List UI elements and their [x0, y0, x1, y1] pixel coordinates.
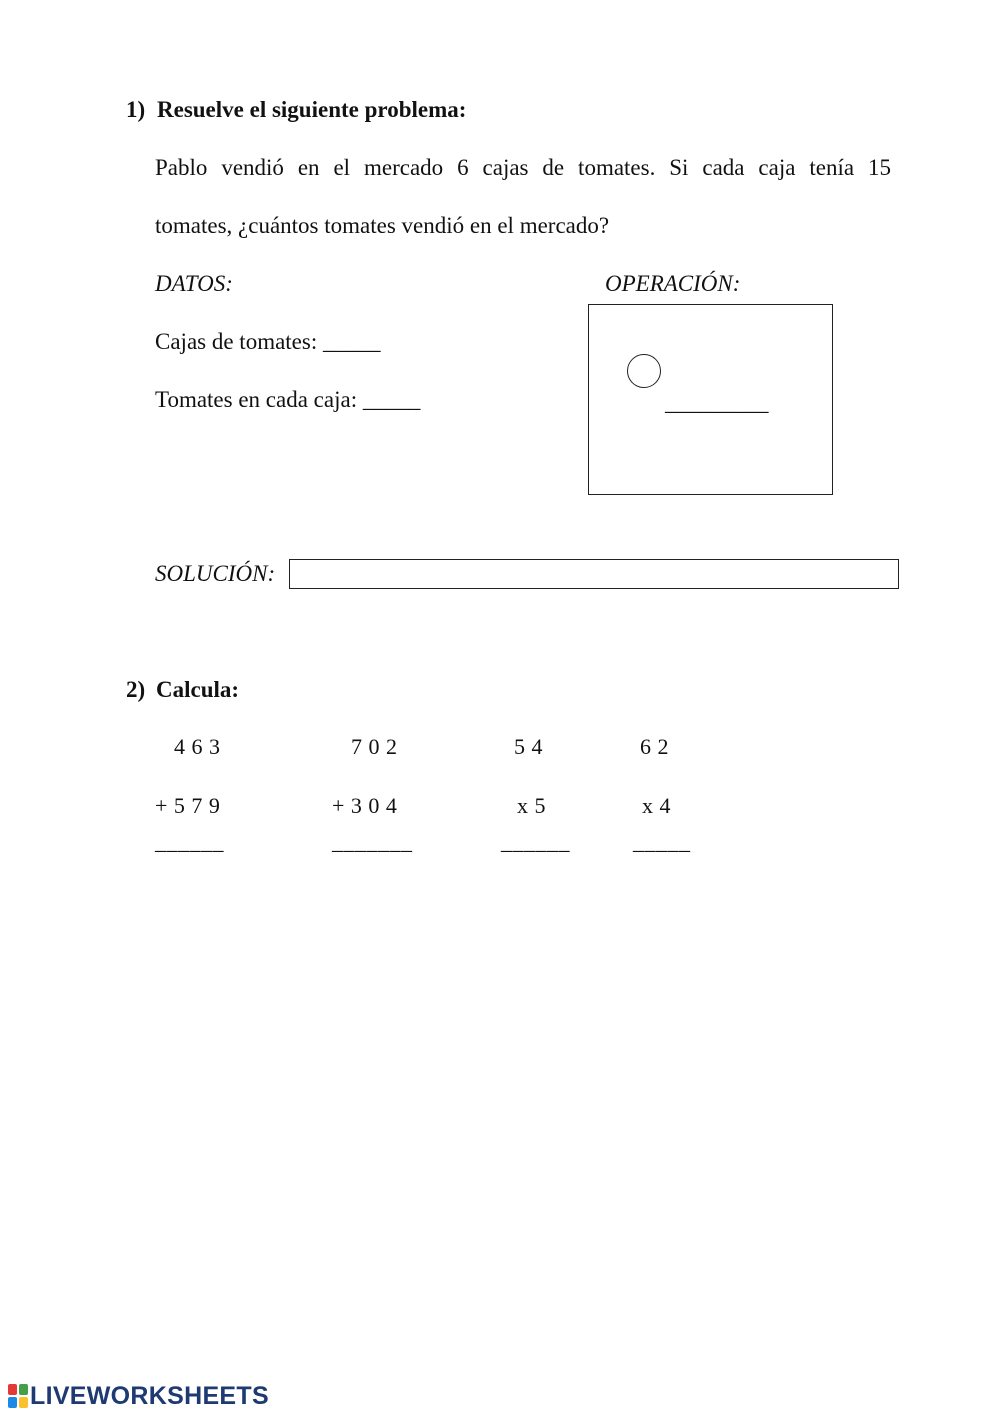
- question-2-number: 2): [126, 677, 146, 702]
- solucion-input[interactable]: [289, 559, 899, 589]
- operation-3-top: 5 4: [514, 734, 543, 759]
- question-1-title: Resuelve el siguiente problema:: [157, 97, 467, 122]
- operation-2-answer-line[interactable]: _______: [332, 829, 413, 854]
- operation-result-line: _________: [665, 390, 769, 415]
- solucion-label: SOLUCIÓN:: [155, 561, 276, 586]
- operation-2-top: 7 0 2: [351, 734, 398, 759]
- operation-4-top: 6 2: [640, 734, 669, 759]
- operation-3-answer-line[interactable]: ______: [501, 829, 570, 854]
- operation-sign-circle[interactable]: [627, 354, 661, 388]
- liveworksheets-logo-icon: [8, 1384, 28, 1408]
- operation-4-answer-line[interactable]: _____: [633, 829, 691, 854]
- operation-2-bottom: + 3 0 4: [332, 793, 398, 818]
- operation-4-bottom: x 4: [642, 793, 671, 818]
- operation-1-answer-line[interactable]: ______: [155, 829, 224, 854]
- problem-text-line-2: tomates, ¿cuántos tomates vendió en el mercado?: [155, 213, 610, 238]
- liveworksheets-logo: [8, 1381, 269, 1411]
- datos-label: DATOS:: [155, 271, 233, 296]
- operation-1-top: 4 6 3: [174, 734, 221, 759]
- cajas-de-tomates-field[interactable]: Cajas de tomates: _____: [155, 329, 381, 354]
- question-1-number: 1): [126, 97, 146, 122]
- operation-3-bottom: x 5: [517, 793, 546, 818]
- problem-text-line-1: Pablo vendió en el mercado 6 cajas de tomates. Si cada caja tenía 15: [155, 155, 891, 180]
- liveworksheets-logo-text: LIVEWORKSHEETS: [30, 1381, 269, 1410]
- question-2-title: Calcula:: [156, 677, 240, 702]
- operacion-label: OPERACIÓN:: [605, 271, 741, 296]
- operation-1-bottom: + 5 7 9: [155, 793, 221, 818]
- tomates-en-cada-caja-field[interactable]: Tomates en cada caja: _____: [155, 387, 421, 412]
